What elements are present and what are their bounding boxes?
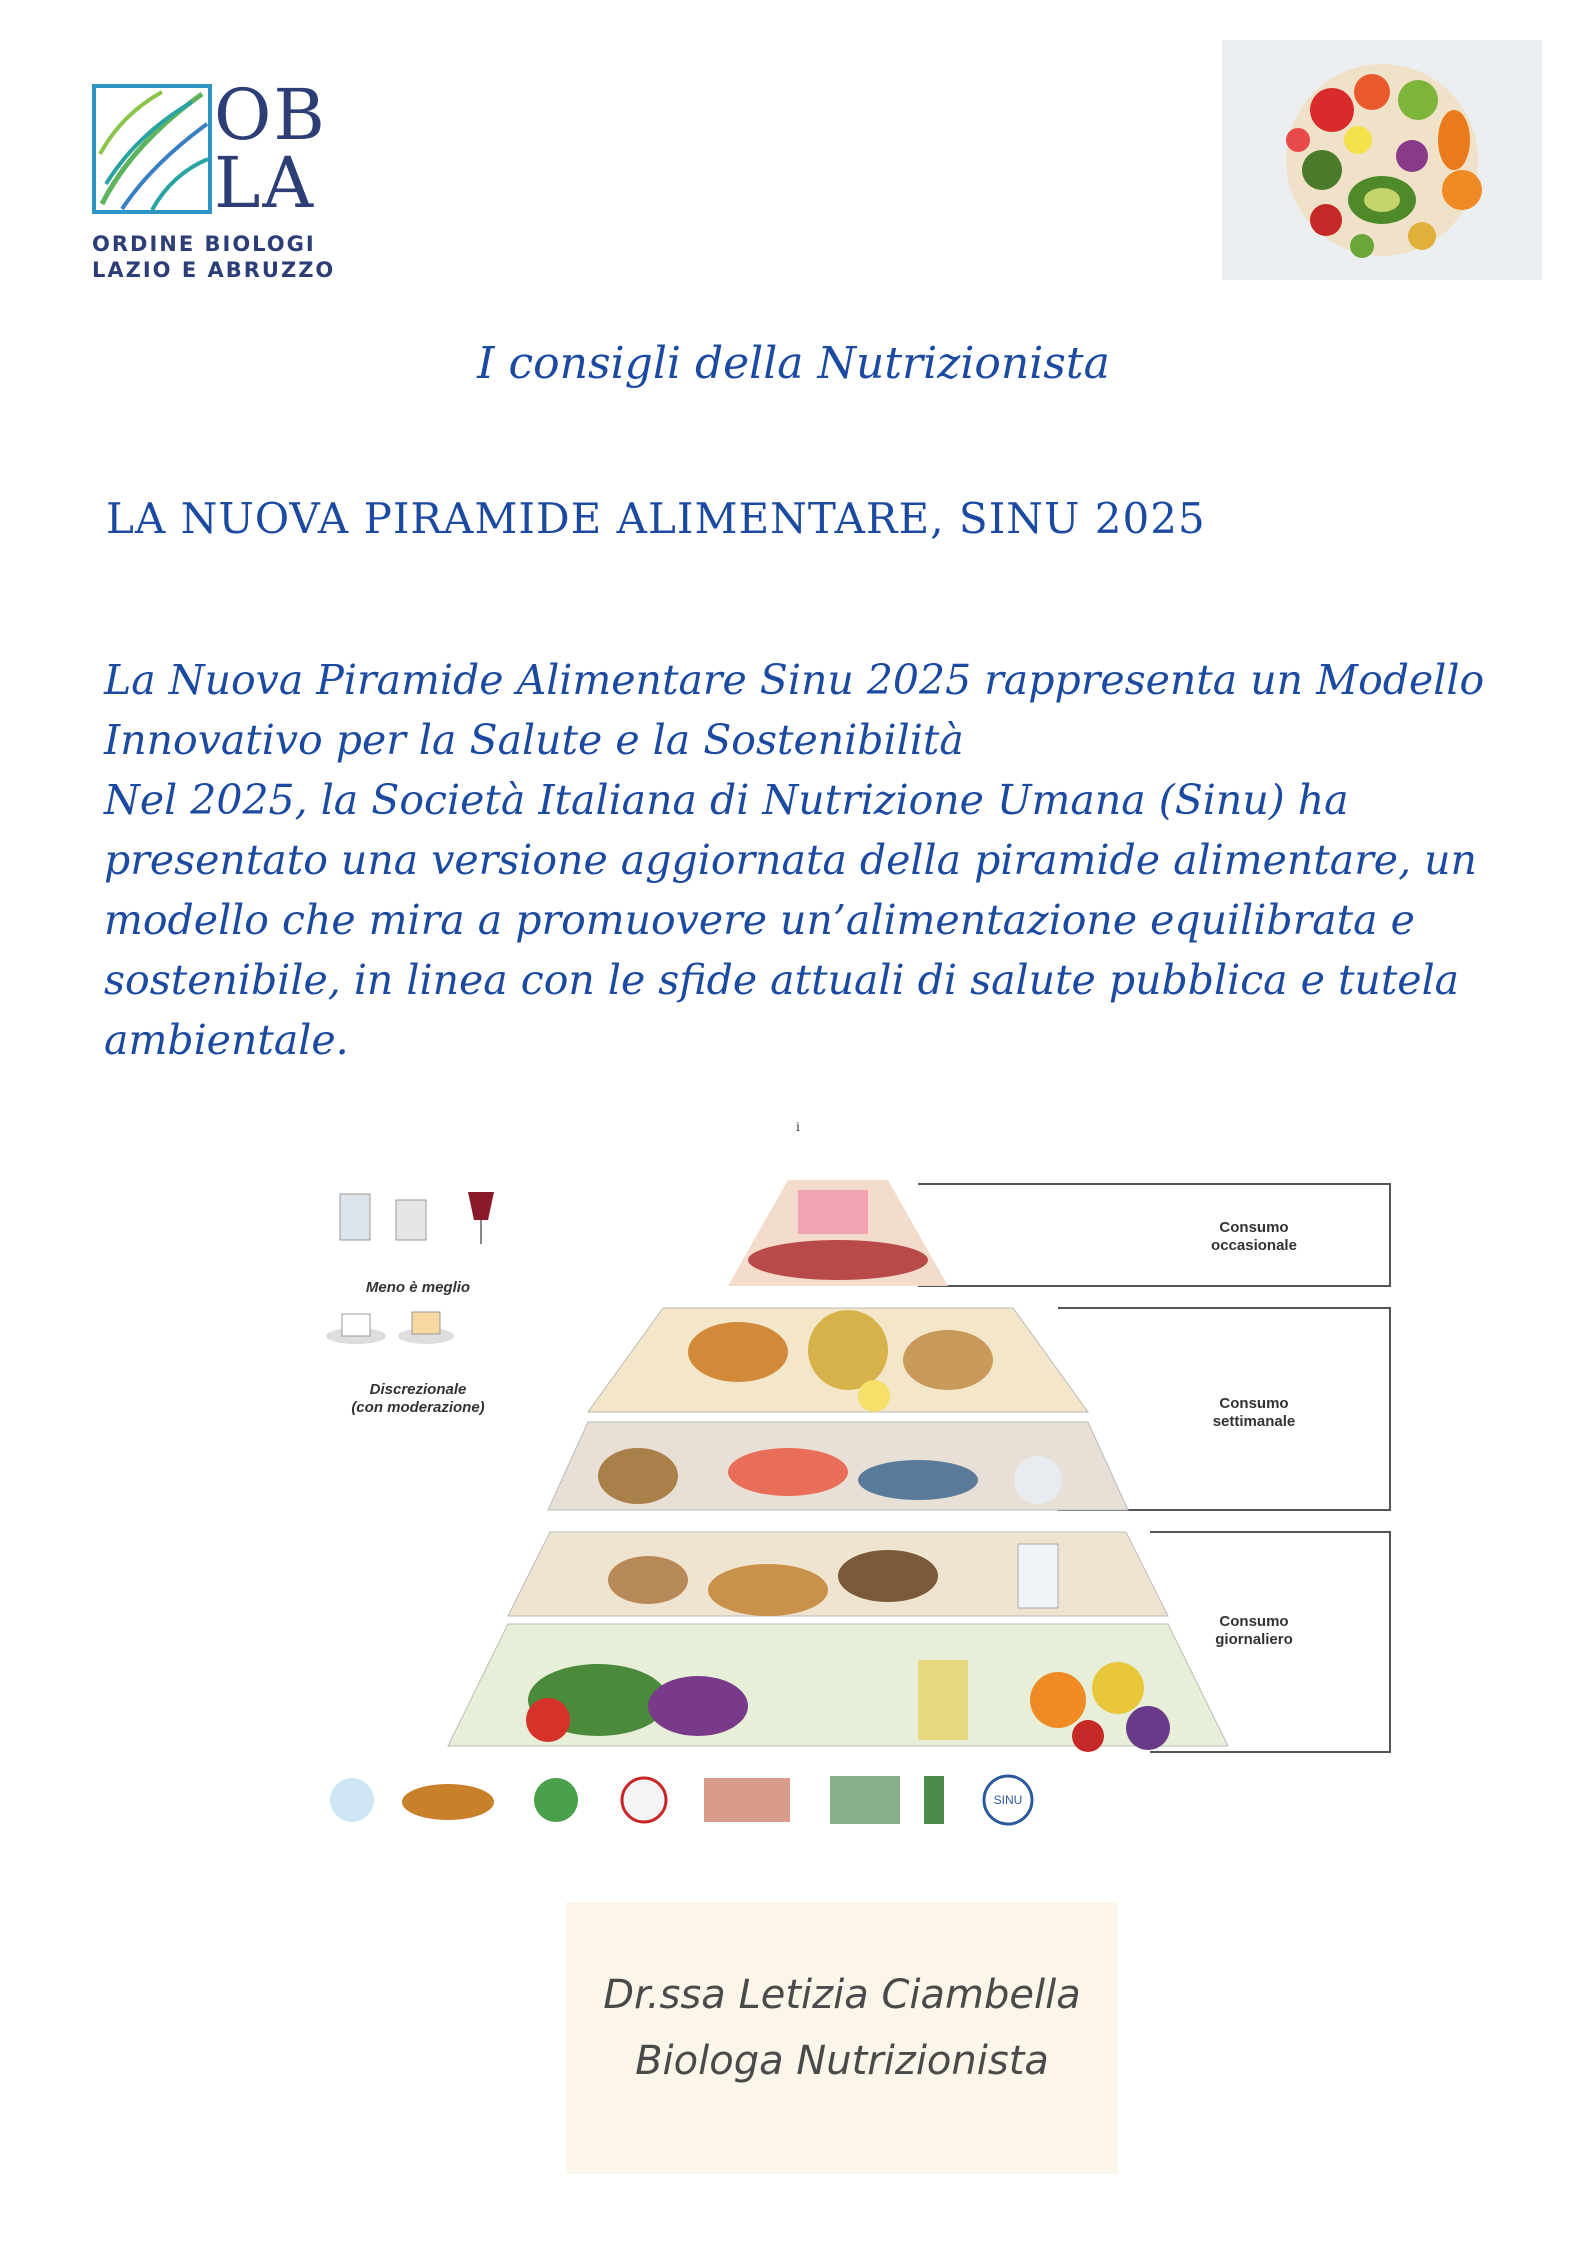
signature-box bbox=[566, 1902, 1118, 2174]
subtitle: I consigli della Nutrizionista bbox=[477, 338, 1110, 389]
label-occasionale-1: Consumo bbox=[1219, 1219, 1289, 1236]
legumes-icon bbox=[598, 1448, 678, 1504]
tomato-icon bbox=[526, 1698, 570, 1742]
wine-glass-icon bbox=[468, 1192, 494, 1220]
sinu-logo-text: SINU bbox=[993, 1793, 1023, 1807]
body-text bbox=[104, 650, 1504, 1070]
mozzarella-icon bbox=[1014, 1456, 1062, 1504]
body-paragraph-1: La Nuova Piramide Alimentare Sinu 2025 rappresenta un Modello Innovativo per la Salute e la Sostenibilità bbox=[104, 656, 1485, 764]
logo-letters-la: LA bbox=[214, 142, 316, 224]
nuts-icon bbox=[608, 1556, 688, 1604]
walking-icon bbox=[924, 1776, 944, 1824]
eggplant-icon bbox=[648, 1676, 748, 1736]
body-paragraph-2: Nel 2025, la Società Italiana di Nutrizione Umana (Sinu) ha presentato una versione aggiornata della piramide alimentare, un modello che mira a promuovere un’alimentazione equilibrata e sostenibile, in linea con le sfide attuali di salute pubblica e tutela ambientale. bbox=[104, 776, 1477, 1064]
olive-oil-icon bbox=[918, 1660, 968, 1740]
earth-icon bbox=[534, 1778, 578, 1822]
label-con-moderazione: (con moderazione) bbox=[351, 1399, 485, 1416]
label-occasionale-2: occasionale bbox=[1211, 1237, 1297, 1254]
bottom-icons-row bbox=[330, 1776, 1032, 1824]
egg-icon bbox=[858, 1380, 890, 1412]
cheese-icon bbox=[808, 1310, 888, 1390]
label-meno-meglio: Meno è meglio bbox=[365, 1279, 471, 1296]
label-settimanale-2: settimanale bbox=[1212, 1413, 1296, 1430]
strawberry-icon bbox=[1072, 1720, 1104, 1752]
cured-meat-icon bbox=[748, 1240, 928, 1280]
label-giornaliero-1: Consumo bbox=[1219, 1613, 1289, 1630]
salmon-icon bbox=[728, 1448, 848, 1496]
signature-role: Biologa Nutrizionista bbox=[635, 2038, 1049, 2084]
obla-logo bbox=[92, 74, 352, 292]
fruit-vegetable-photo bbox=[1222, 40, 1542, 280]
activity-icon bbox=[830, 1776, 900, 1824]
chicken-icon bbox=[688, 1322, 788, 1382]
orange-icon bbox=[1030, 1672, 1086, 1728]
spices-icon bbox=[402, 1784, 494, 1820]
box-occasionale bbox=[918, 1184, 1390, 1286]
no-waste-icon bbox=[622, 1778, 666, 1822]
signature-name: Dr.ssa Letizia Ciambella bbox=[603, 1972, 1081, 2018]
food-pyramid bbox=[318, 1180, 1400, 1840]
pear-icon bbox=[1092, 1662, 1144, 1714]
salt-icon bbox=[396, 1200, 426, 1240]
food-pyramid-illustration bbox=[318, 1180, 1400, 1840]
stray-mark: i bbox=[796, 1120, 800, 1134]
logo-line-regione: LAZIO E ABRUZZO bbox=[92, 258, 336, 282]
grapes-icon bbox=[1126, 1706, 1170, 1750]
grains-icon bbox=[838, 1550, 938, 1602]
label-discrezionale: Discrezionale bbox=[369, 1381, 467, 1398]
bread-icon bbox=[708, 1564, 828, 1616]
cake-icon bbox=[798, 1190, 868, 1234]
page-title: LA NUOVA PIRAMIDE ALIMENTARE, SINU 2025 bbox=[106, 494, 1206, 543]
water-icon bbox=[330, 1778, 374, 1822]
label-settimanale-1: Consumo bbox=[1219, 1395, 1289, 1412]
logo-line-ordine: ORDINE BIOLOGI bbox=[92, 232, 316, 256]
fish-icon bbox=[858, 1460, 978, 1500]
logo-letters-ob: OB bbox=[214, 74, 327, 156]
label-giornaliero-2: giornaliero bbox=[1215, 1631, 1293, 1648]
sugar-icon bbox=[340, 1194, 370, 1240]
obla-leaf-icon bbox=[92, 84, 212, 214]
potatoes-icon bbox=[903, 1330, 993, 1390]
tier-4 bbox=[508, 1532, 1168, 1616]
milk-icon bbox=[1018, 1544, 1058, 1608]
conviviality-icon bbox=[704, 1778, 790, 1822]
